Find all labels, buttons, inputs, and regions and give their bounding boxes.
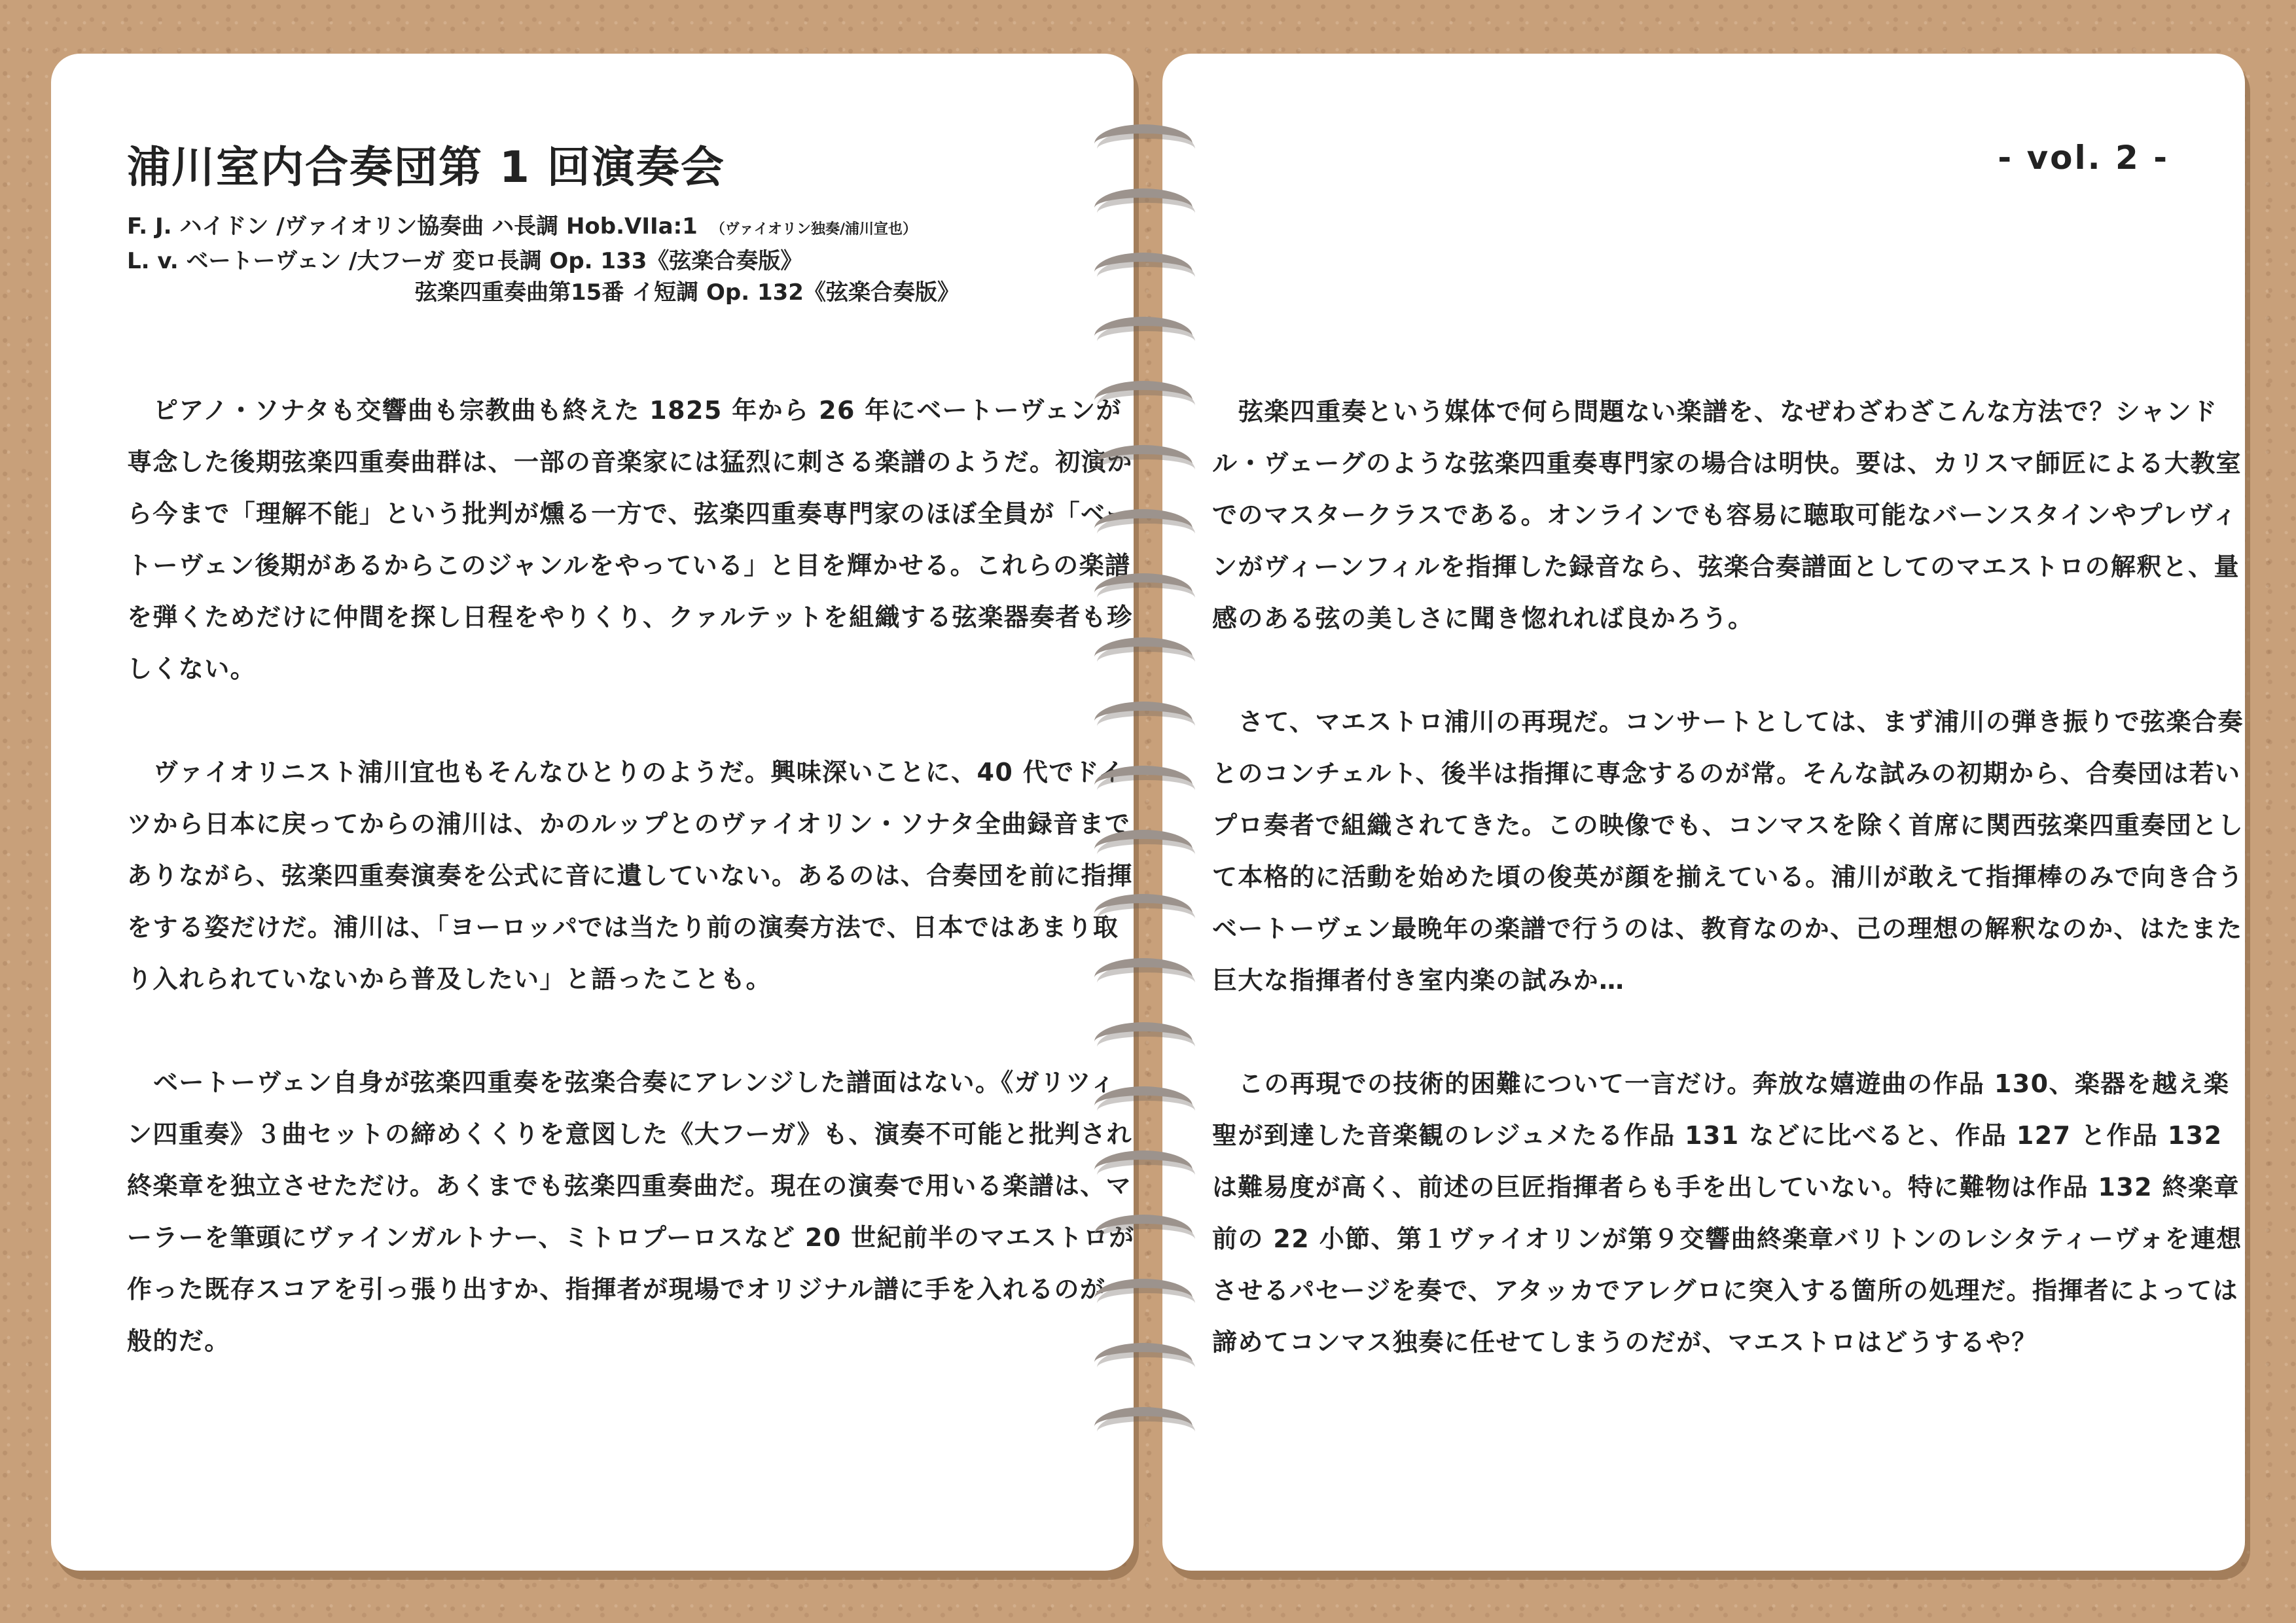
binder-ring xyxy=(1094,830,1193,849)
binder-ring xyxy=(1094,317,1193,336)
paragraph: ベートーヴェン自身が弦楽四重奏を弦楽合奏にアレンジした譜面はない。《ガリツィン四重奏》３曲セットの締めくくりを意図した《大フーガ》も、演奏不可能と批判され終楽章を独立させただけ。あくまでも弦楽四重奏曲だ。現在の演奏で用いる楽譜は、マーラーを筆頭にヴァインガルトナー、ミトロプーロスなど 20 世紀前半のマエストロが作った既存スコアを引っ張り出すか、指揮者が現場でオリジナル譜に手を入れるのが一般的だ。 xyxy=(127,1068,1135,1355)
binder-ring xyxy=(1094,1150,1193,1170)
left-body-text xyxy=(127,385,1139,1419)
paragraph: この再現での技術的困難について一言だけ。奔放な嬉遊曲の作品 130、楽器を越え楽聖が到達した音楽観のレジュメたる作品 131 などに比べると、作品 127 と作品 132 は難易度が高く、前述の巨匠指揮者らも手を出していない。特に難物は作品 132 終楽章前の 22 小節、第１ヴァイオリンが第９交響曲終楽章バリトンのレシタティーヴォを連想させるパセージを奏で、アタッカでアレグロに突入する箇所の処理だ。指揮者によっては諦めてコンマス独奏に任せてしまうのだが、マエストロはどうするや？ xyxy=(1212,1069,2242,1357)
binder-ring xyxy=(1094,188,1193,208)
credit-haydn-note: （ヴァイオリン独奏/浦川宣也） xyxy=(710,221,917,238)
binder-ring xyxy=(1094,573,1193,593)
credit-quartet: 弦楽四重奏曲第15番 イ短調 Op. 132《弦楽合奏版》 xyxy=(415,279,960,306)
binder-ring xyxy=(1094,1086,1193,1106)
paragraph: ヴァイオリニスト浦川宜也もそんなひとりのようだ。興味深いことに、40 代でドイツから日本に戻ってからの浦川は、かのルップとのヴァイオリン・ソナタ全曲録音までありながら、弦楽四重奏演奏を公式に音に遺していない。あるのは、合奏団を前に指揮をする姿だけだ。浦川は、「ヨーロッパでは当たり前の演奏方法で、日本ではあまり取り入れられていないから普及したい」と語ったことも。 xyxy=(127,758,1133,993)
binder-ring xyxy=(1094,958,1193,978)
binder-ring xyxy=(1094,1279,1193,1298)
paragraph: ピアノ・ソナタも交響曲も宗教曲も終えた 1825 年から 26 年にベートーヴェンが専念した後期弦楽四重奏曲群は、一部の音楽家には猛烈に刺さる楽譜のようだ。初演から今まで「理解不能」という批判が燻る一方で、弦楽四重奏専門家のほぼ全員が「ベートーヴェン後期があるからこのジャンルをやっている」と目を輝かせる。これらの楽譜を弾くためだけに仲間を探し日程をやりくり、クァルテットを組織する弦楽器奏者も珍しくない。 xyxy=(127,396,1133,683)
binder-ring xyxy=(1094,702,1193,721)
binder-ring xyxy=(1094,381,1193,401)
program-credits xyxy=(127,211,1122,308)
binder-ring xyxy=(1094,509,1193,529)
binder-ring xyxy=(1094,1022,1193,1042)
binder-ring xyxy=(1094,894,1193,914)
left-page xyxy=(51,54,1134,1571)
binder-ring xyxy=(1094,637,1193,657)
binder-rings xyxy=(1094,124,1206,1531)
volume-label: - vol. 2 - xyxy=(1998,139,2169,177)
paragraph: さて、マエストロ浦川の再現だ。コンサートとしては、まず浦川の弾き振りで弦楽合奏とのコンチェルト、後半は指揮に専念するのが常。そんな試みの初期から、合奏団は若いプロ奏者で組織されてきた。この映像でも、コンマスを除く首席に関西弦楽四重奏団として本格的に活動を始めた頃の俊英が顔を揃えている。浦川が敢えて指揮棒のみで向き合うベートーヴェン最晩年の楽譜で行うのは、教育なのか、己の理想の解釈なのか、はたまた巨大な指揮者付き室内楽の試みか… xyxy=(1212,707,2244,995)
binder-ring xyxy=(1094,124,1193,144)
paragraph: 弦楽四重奏という媒体で何ら問題ない楽譜を、なぜわざわざこんな方法で？シャンドル・ヴェーグのような弦楽四重奏専門家の場合は明快。要は、カリスマ師匠による大教室でのマスタークラスである。オンラインでも容易に聴取可能なバーンスタインやプレヴィンがヴィーンフィルを指揮した録音なら、弦楽合奏譜面としてのマエストロの解釈と、量感のある弦の美しさに聞き惚れれば良かろう。 xyxy=(1212,397,2242,633)
credit-haydn-text: F. J. ハイドン /ヴァイオリン協奏曲 ハ長調 Hob.VIIa:1 xyxy=(127,213,698,240)
page-title: 浦川室内合奏団第 1 回演奏会 xyxy=(127,142,725,192)
binder-ring xyxy=(1094,1343,1193,1363)
binder-ring xyxy=(1094,1407,1193,1427)
binder-ring xyxy=(1094,1215,1193,1234)
right-page xyxy=(1162,54,2245,1571)
right-body-text xyxy=(1212,386,2244,1420)
credit-beethoven: L. v. ベートーヴェン /大フーガ 変ロ長調 Op. 133《弦楽合奏版》 xyxy=(127,248,803,274)
binder-ring xyxy=(1094,445,1193,465)
binder-ring xyxy=(1094,253,1193,272)
credit-haydn xyxy=(127,211,1122,245)
binder-ring xyxy=(1094,766,1193,785)
